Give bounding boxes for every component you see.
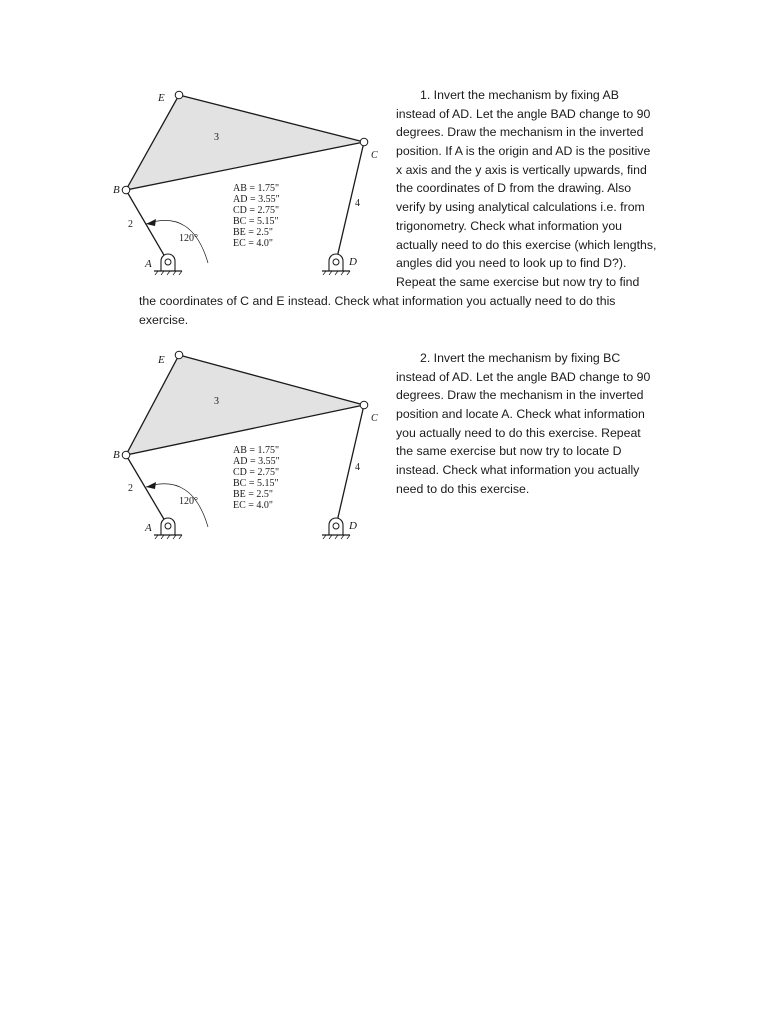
label-link-3: 3 [214, 396, 219, 407]
label-link-4: 4 [355, 198, 360, 209]
problem-2-line: degrees. Draw the mechanism in the inverted [396, 388, 644, 403]
label-link-2: 2 [128, 483, 133, 494]
dimension-ec: EC = 4.0" [233, 500, 273, 511]
problem-1-line: position. If A is the origin and AD is the positive [396, 144, 651, 159]
joint-e [175, 351, 183, 359]
problem-1-line: the coordinates of D from the drawing. Also [396, 181, 632, 196]
problem-1-line: trigonometry. Check what information you [396, 218, 622, 233]
problem-2-line: the same exercise but now try to locate D [396, 444, 622, 459]
problem-1-line: verify by using analytical calculations i.e. from [396, 200, 645, 215]
problem-1-line: the coordinates of C and E instead. Check what information you actually need to do this [139, 294, 616, 308]
joint-b [122, 186, 130, 194]
problem-2-line: need to do this exercise. [396, 481, 530, 496]
joint-e [175, 91, 183, 99]
dimension-list [233, 445, 280, 511]
problem-1-text [396, 86, 656, 292]
dimension-ad: AD = 3.55" [233, 456, 280, 467]
mechanism-figure-2 [100, 341, 390, 534]
dimension-be: BE = 2.5" [233, 227, 273, 238]
label-b: B [113, 184, 120, 196]
problem-1-line: degrees. Draw the mechanism in the inverted [396, 125, 644, 140]
problem-1-line: x axis and the y axis is vertically upwards, find [396, 162, 647, 177]
label-link-3: 3 [214, 132, 219, 143]
label-c: C [371, 413, 378, 424]
mechanism-figure-1 [100, 80, 390, 270]
dimension-cd: CD = 2.75" [233, 205, 280, 216]
dimension-ec: EC = 4.0" [233, 238, 273, 249]
label-e: E [158, 92, 165, 104]
problem-1-line: 1. Invert the mechanism by fixing AB [420, 88, 619, 102]
dimension-ab: AB = 1.75" [233, 183, 280, 194]
label-c: C [371, 150, 378, 161]
joint-c [360, 138, 368, 146]
ground-pivot-a [154, 254, 182, 275]
problem-2-text [396, 349, 650, 499]
joint-b [122, 451, 130, 459]
problem-1-line: instead of AD. Let the angle BAD change to 90 [396, 106, 651, 121]
angle-label: 120° [179, 233, 198, 244]
label-link-2: 2 [128, 219, 133, 230]
problem-1-line: Repeat the same exercise but now try to find [396, 274, 640, 289]
ground-pivot-d [322, 254, 350, 275]
problem-2-line: position and locate A. Check what information [396, 407, 645, 422]
problem-1-line: actually need to do this exercise (which lengths, [396, 237, 657, 252]
dimension-cd: CD = 2.75" [233, 467, 280, 478]
label-e: E [158, 354, 165, 366]
dimension-bc: BC = 5.15" [233, 216, 279, 227]
dimension-bc: BC = 5.15" [233, 478, 279, 489]
dimension-list [233, 183, 280, 249]
ground-pivot-d [322, 518, 350, 539]
problem-2-line: instead of AD. Let the angle BAD change to 90 [396, 369, 651, 384]
angle-label: 120° [179, 496, 198, 507]
problem-1-line: exercise. [139, 312, 189, 327]
problem-1-line: angles did you need to look up to find D?). [396, 256, 627, 271]
dimension-ad: AD = 3.55" [233, 194, 280, 205]
coupler-link-3 [126, 95, 364, 190]
dimension-be: BE = 2.5" [233, 489, 273, 500]
angle-arc [146, 220, 208, 263]
angle-arrow [146, 482, 156, 489]
label-a: A [145, 522, 152, 534]
coupler-link-3 [126, 355, 364, 455]
problem-2-line: you actually need to do this exercise. Repeat [396, 425, 641, 440]
label-link-4: 4 [355, 462, 360, 473]
label-d: D [349, 256, 357, 268]
problem-2-line: instead. Check what information you actually [396, 463, 640, 478]
label-a: A [145, 258, 152, 270]
ground-pivot-a [154, 518, 182, 539]
dimension-ab: AB = 1.75" [233, 445, 280, 456]
angle-arrow [146, 219, 156, 226]
problem-1-text-continued [139, 292, 615, 329]
joint-c [360, 401, 368, 409]
label-d: D [349, 520, 357, 532]
label-b: B [113, 449, 120, 461]
problem-2-line: 2. Invert the mechanism by fixing BC [420, 351, 621, 365]
